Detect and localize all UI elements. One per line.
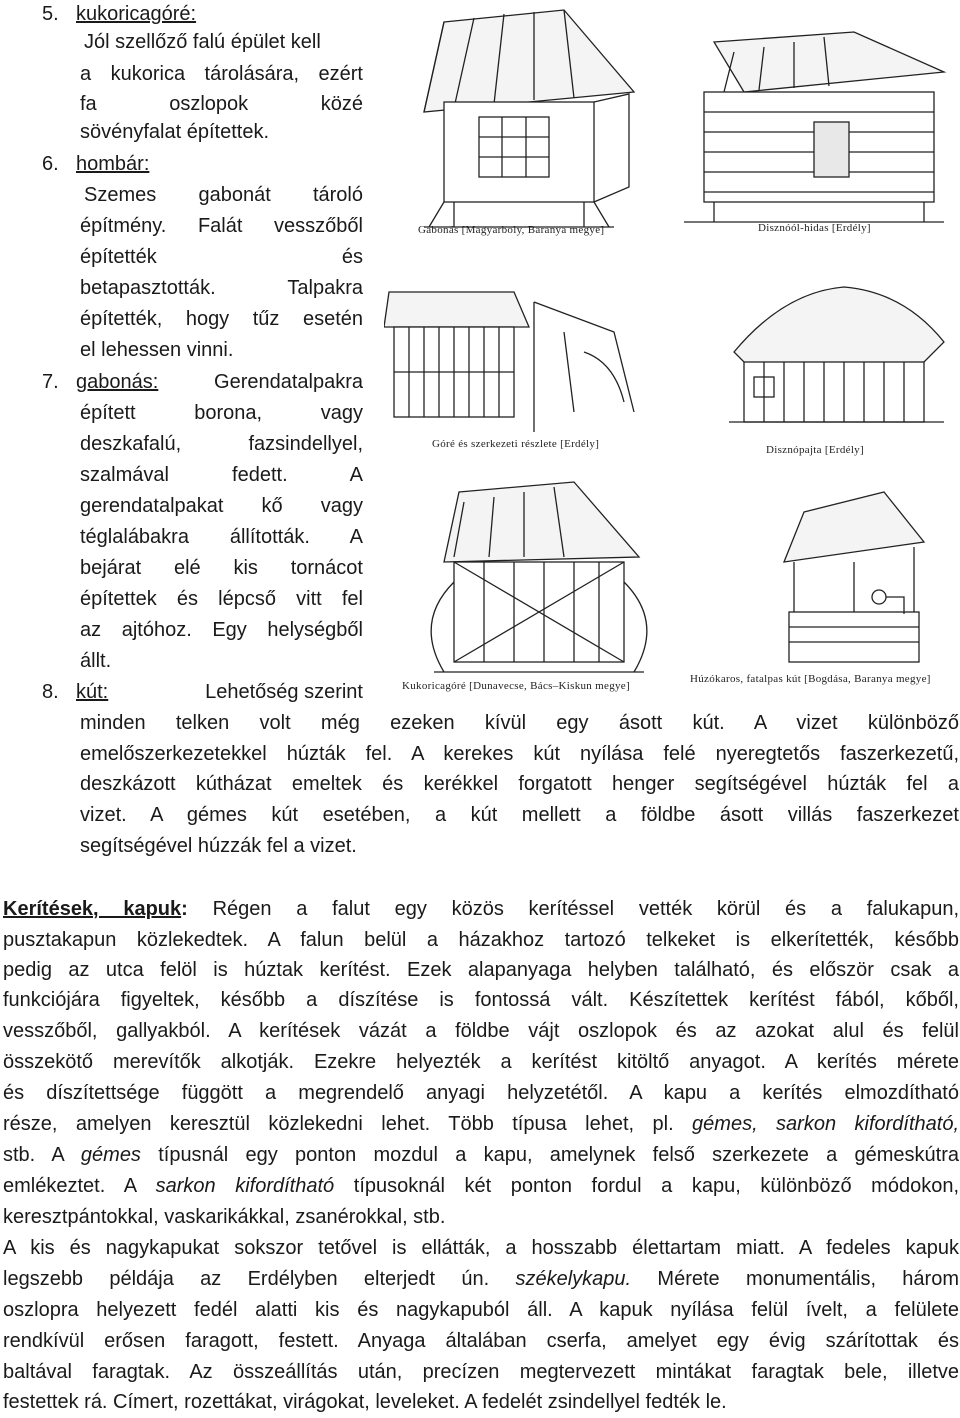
- item-7-line: téglalábakra állították. A: [80, 526, 363, 548]
- item-6-number: 6.: [42, 153, 59, 175]
- fences-line: rendkívül erősen faragott, festett. Anyaga általában cserfa, amelyet egy évig szárítottak és: [3, 1330, 959, 1352]
- fences-line: pusztakapun közlekedtek. A falun belül a házakhoz tartozó telkeket is elkerítették, később: [3, 929, 959, 951]
- item-7-line: szalmával fedett. A: [80, 464, 363, 486]
- item-7-title: gabonás:: [76, 371, 159, 393]
- item-6-line: építették, hogy tűz esetén: [80, 308, 363, 330]
- caption-pig-barn: Disznópajta [Erdély]: [766, 444, 864, 456]
- item-7-line: épített borona, vagy: [80, 402, 363, 424]
- pig-barn-drawing: [729, 287, 944, 422]
- fences-text: Mérete monumentális, három: [631, 1268, 959, 1290]
- item-5-line: a kukorica tárolására, ezért: [80, 63, 363, 85]
- item-6-line: Szemes gabonát tároló: [84, 184, 363, 206]
- item-6-title: hombár:: [76, 153, 150, 175]
- item-5-line: sövényfalat építettek.: [80, 121, 270, 143]
- fences-text: legszebb példája az Erdélyben elterjedt ún.: [3, 1268, 516, 1290]
- item-5-number: 5.: [42, 3, 59, 25]
- item-8-number: 8.: [42, 681, 59, 703]
- item-8-first-rest: Lehetőség szerint: [205, 681, 363, 703]
- item-8-line: segítségével húzzák fel a vizet.: [80, 835, 357, 857]
- item-7-line: gerendatalpakat kő vagy: [80, 495, 363, 517]
- item-7-heading: [42, 367, 363, 397]
- item-7-line: építettek és lépcső vitt fel: [80, 588, 363, 610]
- caption-corn-crib: Kukoricagóré [Dunavecse, Bács–Kiskun megye]: [402, 680, 630, 692]
- fences-text-italic: sarkon kifordítható: [155, 1175, 335, 1197]
- item-6-line: el lehessen vinni.: [80, 339, 234, 361]
- fences-line: pedig az utca felöl is húztak kerítést. Ezek alapanyaga helyben található, és először csak a: [3, 959, 959, 981]
- caption-pigsty-bridge: Disznóól-hidas [Erdély]: [758, 222, 871, 234]
- item-8-line: vizet. A gémes kút esetében, a kút mellett a földbe ásott villás faszerkezet: [80, 804, 959, 826]
- fences-line: baltával faragtak. Az összeállítás után, precízen megtervezett mintákat faragtak bele, illetve: [3, 1361, 959, 1383]
- fences-line: A kis és nagykapukat sokszor tetővel is ellátták, a hosszabb élettartam miatt. A fedeles kapuk: [3, 1237, 959, 1259]
- fences-heading: Kerítések, kapuk: [3, 898, 182, 920]
- fences-first-line: [3, 894, 959, 924]
- corn-crib-structure-drawing: [384, 292, 634, 432]
- fences-text-italic: székelykapu.: [515, 1268, 632, 1290]
- item-8-heading: [42, 677, 363, 707]
- item-6-line: építették és: [80, 246, 363, 268]
- corn-crib-drawing: [431, 482, 647, 672]
- item-7-line: az ajtóhoz. Egy helységből: [80, 619, 363, 641]
- fences-line: vesszőből, gallyakból. A kerítések vázát a földbe vájt oszlopok és az azokat alul és felül: [3, 1020, 959, 1042]
- caption-crank-well: Húzókaros, fatalpas kút [Bogdása, Baranya megye]: [690, 673, 931, 685]
- fences-line: oszlopra helyezett fedél alatti kis és nagykapuból áll. A kapuk nyílása felül ívelt, a felülete: [3, 1299, 959, 1321]
- fences-line: [3, 1171, 959, 1201]
- fences-line: Régen a falut egy közös kerítéssel vették körül és a falukapun,: [212, 898, 959, 920]
- fences-line: [3, 1140, 959, 1170]
- item-8-line: deszkázott kútházat emeltek és kerékkel forgatott henger segítségével húzták fel a: [80, 773, 959, 795]
- item-5-heading: [42, 0, 362, 29]
- fences-line: [3, 1264, 959, 1294]
- item-6-line: betapasztották. Talpakra: [80, 277, 363, 299]
- item-6-heading: [42, 149, 362, 179]
- item-5-title: kukoricagóré:: [76, 3, 197, 25]
- fences-line: [3, 1109, 959, 1139]
- fences-text: típusnál egy ponton mozdul a kapu, amelynek felső szerkezete a gémeskútra: [140, 1144, 960, 1166]
- pigsty-bridge-drawing: [684, 32, 944, 222]
- item-7-line: bejárat elé kis tornácot: [80, 557, 363, 579]
- crank-well-drawing: [784, 492, 924, 662]
- item-7-first-rest: Gerendatalpakra: [214, 371, 363, 393]
- fences-line: festettek rá. Címert, rozettákat, virágokat, leveleket. A fedelét zsindellyel fedték le.: [3, 1391, 727, 1413]
- fences-line: összekötő merevítők alkotják. Ezekre helyezték a kerítést kitöltő anyagot. A kerítés mérete: [3, 1051, 959, 1073]
- item-8-line: emelőszerkezetekkel húzták fel. A kerekes kút nyílása felé nyeregtetős faszerkezetű,: [80, 743, 959, 765]
- item-6-line: építmény. Falát vesszőből: [80, 215, 363, 237]
- item-8-line: minden telken volt még ezeken kívül egy ásott kút. A vizet különböző: [80, 712, 959, 734]
- item-5-line: Jól szellőző falú épület kell: [84, 31, 321, 53]
- item-7-line: állt.: [80, 650, 112, 672]
- fences-heading-colon: :: [181, 898, 188, 920]
- fences-line: keresztpántokkal, vaskarikákkal, zsanérokkal, stb.: [3, 1206, 446, 1228]
- item-5-line: fa oszlopok közé: [80, 93, 363, 115]
- fences-line: funkciójára figyeltek, később a díszítése is fontossá vált. Készítettek kerítést fából, kőből,: [3, 989, 959, 1011]
- caption-corn-crib-structure: Góré és szerkezeti részlete [Erdély]: [432, 438, 600, 450]
- fences-text-italic: gémes: [80, 1144, 141, 1166]
- fences-text: része, amelyen keresztül közlekedni lehet. Több típusa lehet, pl.: [3, 1113, 693, 1135]
- item-8-title: kút:: [76, 681, 109, 703]
- fences-line: és díszítettsége függött a megrendelő anyagi helyzetétől. A kapu a kerítés elmozdítható: [3, 1082, 959, 1104]
- caption-granary: Gabonás [Magyarboly, Baranya megye]: [418, 224, 605, 236]
- granary-drawing: [424, 10, 634, 227]
- fences-text: emlékeztet. A: [3, 1175, 156, 1197]
- illustrations-panel: [384, 2, 960, 694]
- fences-text: típusoknál két ponton fordul a kapu, különböző módokon,: [334, 1175, 960, 1197]
- fences-text-italic: gémes, sarkon kifordítható,: [692, 1113, 960, 1135]
- fences-text: stb. A: [3, 1144, 81, 1166]
- item-7-line: deszkafalú, fazsindellyel,: [80, 433, 363, 455]
- item-7-number: 7.: [42, 371, 59, 393]
